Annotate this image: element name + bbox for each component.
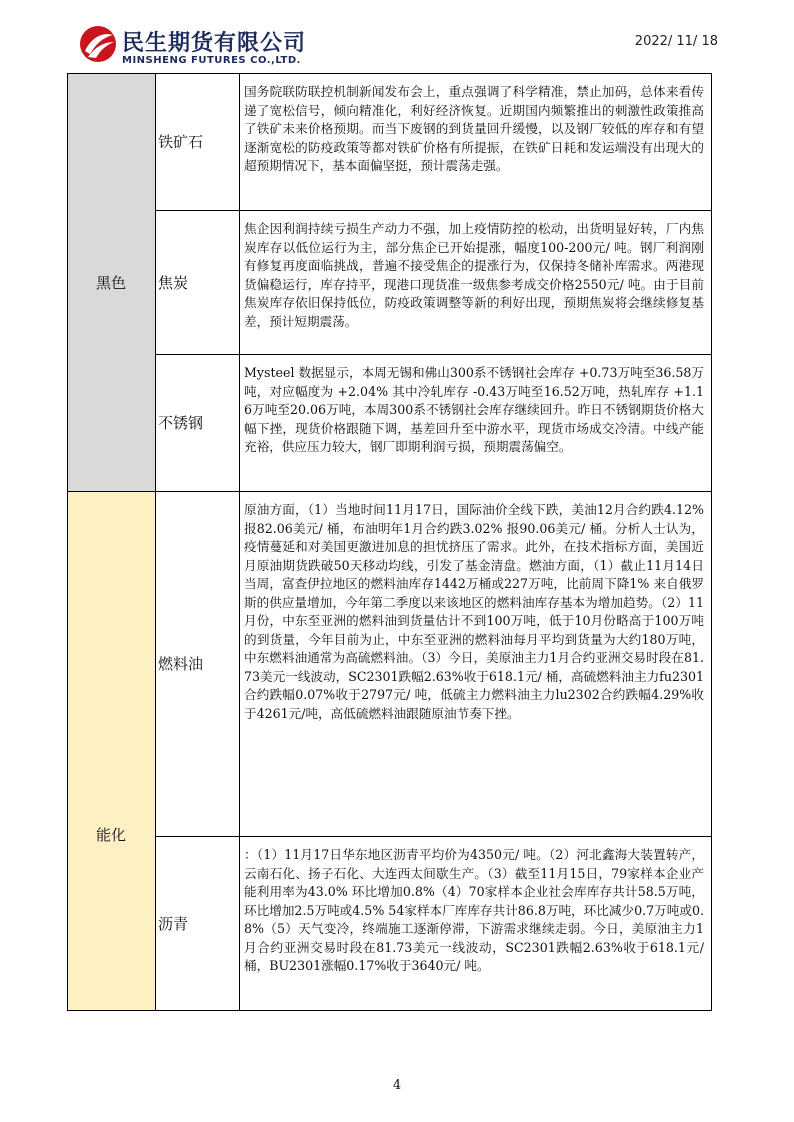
company-name-en: MINSHENG FUTURES CO.,LTD. — [122, 55, 301, 66]
table-border-left — [67, 73, 68, 1011]
page-header — [0, 0, 794, 72]
item-cell-coke — [155, 210, 239, 354]
commentary-fuel-oil: 原油方面，（1）当地时间11月17日，国际油价全线下跌，美油12月合约跌4.12% 报82.06美元/ 桶，布油明年1月合约跌3.02% 报90.06美元/ 桶。分析人士认为，疫情蔓延和对美国更激进加息的担忧挤压了需求。此外，在技术指标方面，美国近月原油期货跌破50天移动均线，引发了基金清盘。燃油方面，（1）截止11月14日当周，富查伊拉地区的燃料油库存1442万桶或227万吨，比前周下降1% 来自俄罗斯的供应量增加，今年第二季度以来该地区的燃料油库存基本为增加趋势。（2）11月份，中东至亚洲的燃料油到货量估计不到100万吨，低于10月份略高于100万吨的到货量，今年目前为止，中东至亚洲的燃料油每月平均到货量为大约180万吨，中东燃料油通常为高硫燃料油。（3）今日，美原油主力1月合约亚洲交易时段在81.73美元一线波动，SC2301跌幅2.63%收于618.1元/ 桶，高硫燃料油主力fu2301合约跌幅0.07%收于2797元/ 吨，低硫主力燃料油主力lu2302合约跌幅4.29%收于4261元/吨，高低硫燃料油跟随原油节奏下挫。 — [244, 502, 704, 721]
section-cell-energy — [67, 491, 155, 1011]
table-border-top — [67, 73, 712, 74]
minsheng-logo-icon — [78, 24, 118, 64]
item-cell-fuel-oil — [155, 491, 239, 836]
commentary-coke: 焦企因利润持续亏损生产动力不强，加上疫情防控的松动，出货明显好转，厂内焦炭库存以低位运行为主，部分焦企已开始提涨，幅度100-200元/ 吨。钢厂利润刚有修复再度面临挑战，普遍不接受焦企的提涨行为，仅保持冬储补库需求。两港现货偏稳运行，库存持平，现港口现货准一级焦参考成交价格2550元/ 吨。由于目前焦炭库存依旧保持低位，防疫政策调整等新的利好出现，预期焦炭将会继续修复基差，预计短期震荡。 — [244, 221, 704, 329]
column-divider — [239, 73, 240, 1011]
item-cell-stainless-steel — [155, 354, 239, 491]
commentary-stainless-steel: Mysteel 数据显示，本周无锡和佛山300系不锈钢社会库存 +0.73万吨至36.58万吨，对应幅度为 +2.04% 其中冷轧库存 -0.43万吨至16.52万吨，热轧库存 +1.16万吨至20.06万吨，本周300系不锈钢社会库存继续回升。昨日不锈钢期货价格大幅下挫，现货价格跟随下调，基差回升至中游水平，现货市场成交冷清。中线产能充裕，供应压力较大，钢厂即期利润亏损，预期震荡偏空。 — [244, 365, 704, 454]
commentary-iron-ore: 国务院联防联控机制新闻发布会上，重点强调了科学精准，禁止加码，总体来看传递了宽松信号，倾向精准化，利好经济恢复。近期国内频繁推出的刺激性政策推高了铁矿未来价格预期。而当下废钢的到货量回升缓慢，以及钢厂较低的库存和有望逐渐宽松的防疫政策等都对铁矿价格有所提振，在铁矿日耗和发运端没有出现大的超预期情况下，基本面偏坚挺，预计震荡走强。 — [244, 84, 704, 173]
commentary-bitumen: ：（1）11月17日华东地区沥青平均价为4350元/ 吨。（2）河北鑫海大装置转产，云南石化、扬子石化、大连西太间歇生产。（3）截至11月15日，79家样本企业产能利用率为43.0% 环比增加0.8%（4）70家样本企业社会库库存共计58.5万吨，环比增加2.5万吨或4.5% 54家样本厂库库存共计86.8万吨，环比减少0.7万吨或0.8%（5）天气变冷，终端施工逐渐停滞，下游需求继续走弱。今日，美原油主力1月合约亚洲交易时段在81.73美元一线波动，SC2301跌幅2.63%收于618.1元/ 桶，BU2301涨幅0.17%收于3640元/ 吨。 — [244, 847, 704, 973]
item-label: 焦炭 — [158, 273, 189, 292]
section-cell-black — [67, 73, 155, 491]
section-divider — [67, 491, 712, 492]
table-border-right — [711, 73, 712, 1011]
item-label: 沥青 — [158, 915, 189, 933]
company-name-cn: 民生期货有限公司 — [122, 31, 307, 56]
item-label: 燃料油 — [158, 655, 204, 673]
column-divider — [155, 73, 156, 1011]
section-label: 黑色 — [95, 273, 126, 292]
commodity-commentary-table — [67, 73, 712, 1011]
item-label: 铁矿石 — [158, 133, 204, 151]
item-cell-bitumen — [155, 836, 239, 1011]
page-number: 4 — [392, 1078, 402, 1093]
item-cell-iron-ore — [155, 73, 239, 210]
report-date: 2022/ 11/ 18 — [634, 34, 718, 49]
item-label: 不锈钢 — [158, 414, 204, 432]
section-label: 能化 — [95, 826, 126, 844]
table-border-bottom — [67, 1010, 712, 1011]
